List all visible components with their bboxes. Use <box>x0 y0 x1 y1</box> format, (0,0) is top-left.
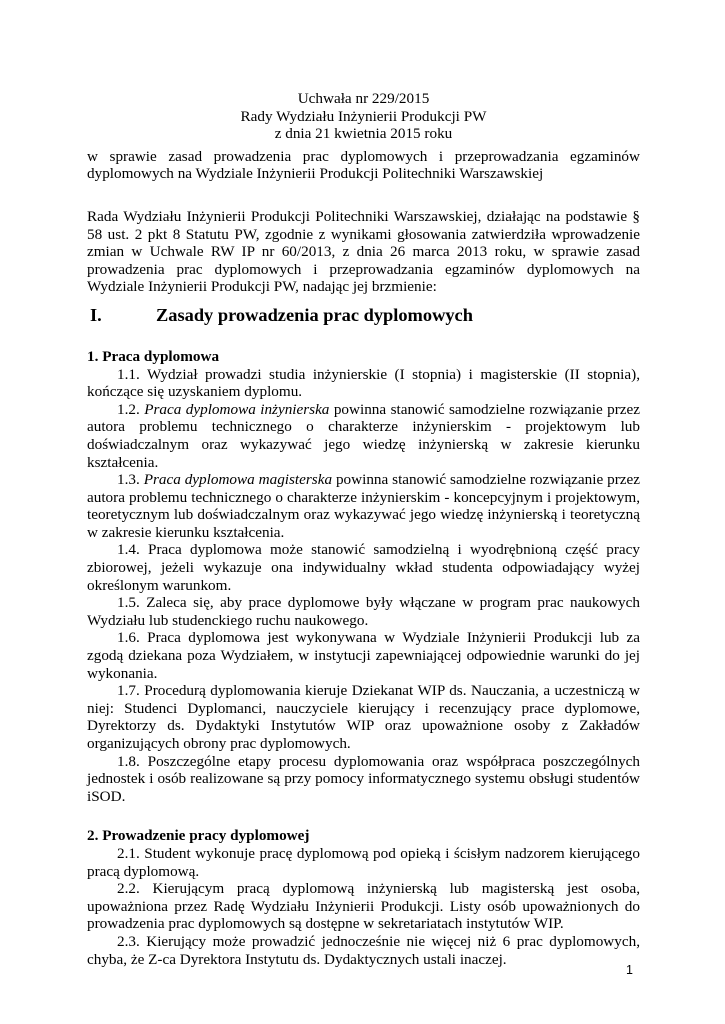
paragraph-1-1: 1.1. Wydział prowadzi studia inżynierskie (I stopnia) i magisterskie (II stopnia), kończące się uzyskaniem dyplomu. <box>87 365 640 401</box>
paragraph-1-5: 1.5. Zaleca się, aby prace dyplomowe były włączane w program prac naukowych Wydziału lub studenckiego ruchu naukowego. <box>87 594 640 629</box>
section-number: I. <box>90 304 102 325</box>
section-heading <box>87 304 640 326</box>
paragraph-text: powinna stanowić samodzielne rozwiązanie przez autora problemu technicznego o charakterze inżynierskim - koncepcyjnym i projektowym, teoretycznym lub doświadczalnym oraz wykazywać jego wiedzę inżynierską i teoretyczną w zakresie kierunku kształcenia. <box>87 471 640 541</box>
preamble: Rada Wydziału Inżynierii Produkcji Politechniki Warszawskiej, działając na podstawie § 58 ust. 2 pkt 8 Statutu PW, zgodnie z wynikami głosowania zatwierdziła wprowadzenie zmian w Uchwale RW IP nr 60/2013, z dnia 26 marca 2013 roku, w sprawie zasad prowadzenia prac dyplomowych i przeprowadzania egzaminów dyplomowych na Wydziale Inżynierii Produkcji PW, nadając jej brzmienie: <box>87 207 640 296</box>
subsection-heading-2: 2. Prowadzenie pracy dyplomowej <box>87 827 310 845</box>
term-engineering-thesis: Praca dyplomowa inżynierska <box>144 400 330 418</box>
document-page <box>87 90 640 968</box>
paragraph-1-6: 1.6. Praca dyplomowa jest wykonywana w Wydziale Inżynierii Produkcji lub za zgodą dziekana poza Wydziałem, w instytucji zapewniającej odpowiednie warunki do jej wykonania. <box>87 629 640 682</box>
paragraph-1-4: 1.4. Praca dyplomowa może stanowić samodzielną i wyodrębnioną część pracy zbiorowej, jeżeli wykazuje ona indywidualny wkład studenta odpowiadający wyżej określonym warunkom. <box>87 541 640 594</box>
page-number: 1 <box>626 963 633 977</box>
paragraph-text: powinna stanowić samodzielne rozwiązanie przez autora problemu technicznego o charakterze inżynierskim - projektowym lub doświadczalnym oraz wykazywać jego wiedzę inżynierską w zakresie kierunku kształcenia. <box>87 400 640 471</box>
paragraph-1-3 <box>87 471 640 541</box>
paragraph-1-7: 1.7. Procedurą dyplomowania kieruje Dziekanat WIP ds. Nauczania, a uczestniczą w niej: Studenci Dyplomanci, nauczyciele kierujący i recenzujący prace dyplomowe, Dyrektorzy ds. Dydaktyki Instytutów WIP oraz upoważnione osoby z Zakładów organizujących obrony prac dyplomowych. <box>87 682 640 752</box>
spacer <box>87 805 640 827</box>
paragraph-2-3: 2.3. Kierujący może prowadzić jednocześnie nie więcej niż 6 prac dyplomowych, chyba, że Z-ca Dyrektora Instytutu ds. Dydaktycznych ustali inaczej. <box>87 932 640 968</box>
resolution-date: z dnia 21 kwietnia 2015 roku <box>274 125 453 143</box>
paragraph-1-2 <box>87 401 640 471</box>
council-name: Rady Wydziału Inżynierii Produkcji PW <box>240 107 487 125</box>
resolution-number: Uchwała nr 229/2015 <box>297 90 430 107</box>
resolution-subject: w sprawie zasad prowadzenia prac dyplomowych i przeprowadzania egzaminów dyplomowych na Wydziale Inżynierii Produkcji Politechniki Warszawskiej <box>87 147 640 183</box>
term-master-thesis: Praca dyplomowa magisterska <box>143 471 333 489</box>
paragraph-2-1: 2.1. Student wykonuje pracę dyplomową pod opieką i ścisłym nadzorem kierującego pracą dyplomową. <box>87 844 640 880</box>
section-title: Zasady prowadzenia prac dyplomowych <box>156 304 473 325</box>
paragraph-number: 1.2. <box>117 400 140 418</box>
resolution-header <box>87 90 640 143</box>
paragraph-2-2: 2.2. Kierującym pracą dyplomową inżynierską lub magisterską jest osoba, upoważniona przez Radę Wydziału Inżynierii Produkcji. Listy osób upoważnionych do prowadzenia prac dyplomowych są dostępne w sekretariatach instytutów WIP. <box>87 880 640 933</box>
subsection-heading-1: 1. Praca dyplomowa <box>87 347 220 365</box>
paragraph-number: 1.3. <box>117 471 140 489</box>
paragraph-1-8: 1.8. Poszczególne etapy procesu dyplomowania oraz współpraca poszczególnych jednostek i osób realizowane są przy pomocy informatycznego systemu obsługi studentów iSOD. <box>87 752 640 805</box>
